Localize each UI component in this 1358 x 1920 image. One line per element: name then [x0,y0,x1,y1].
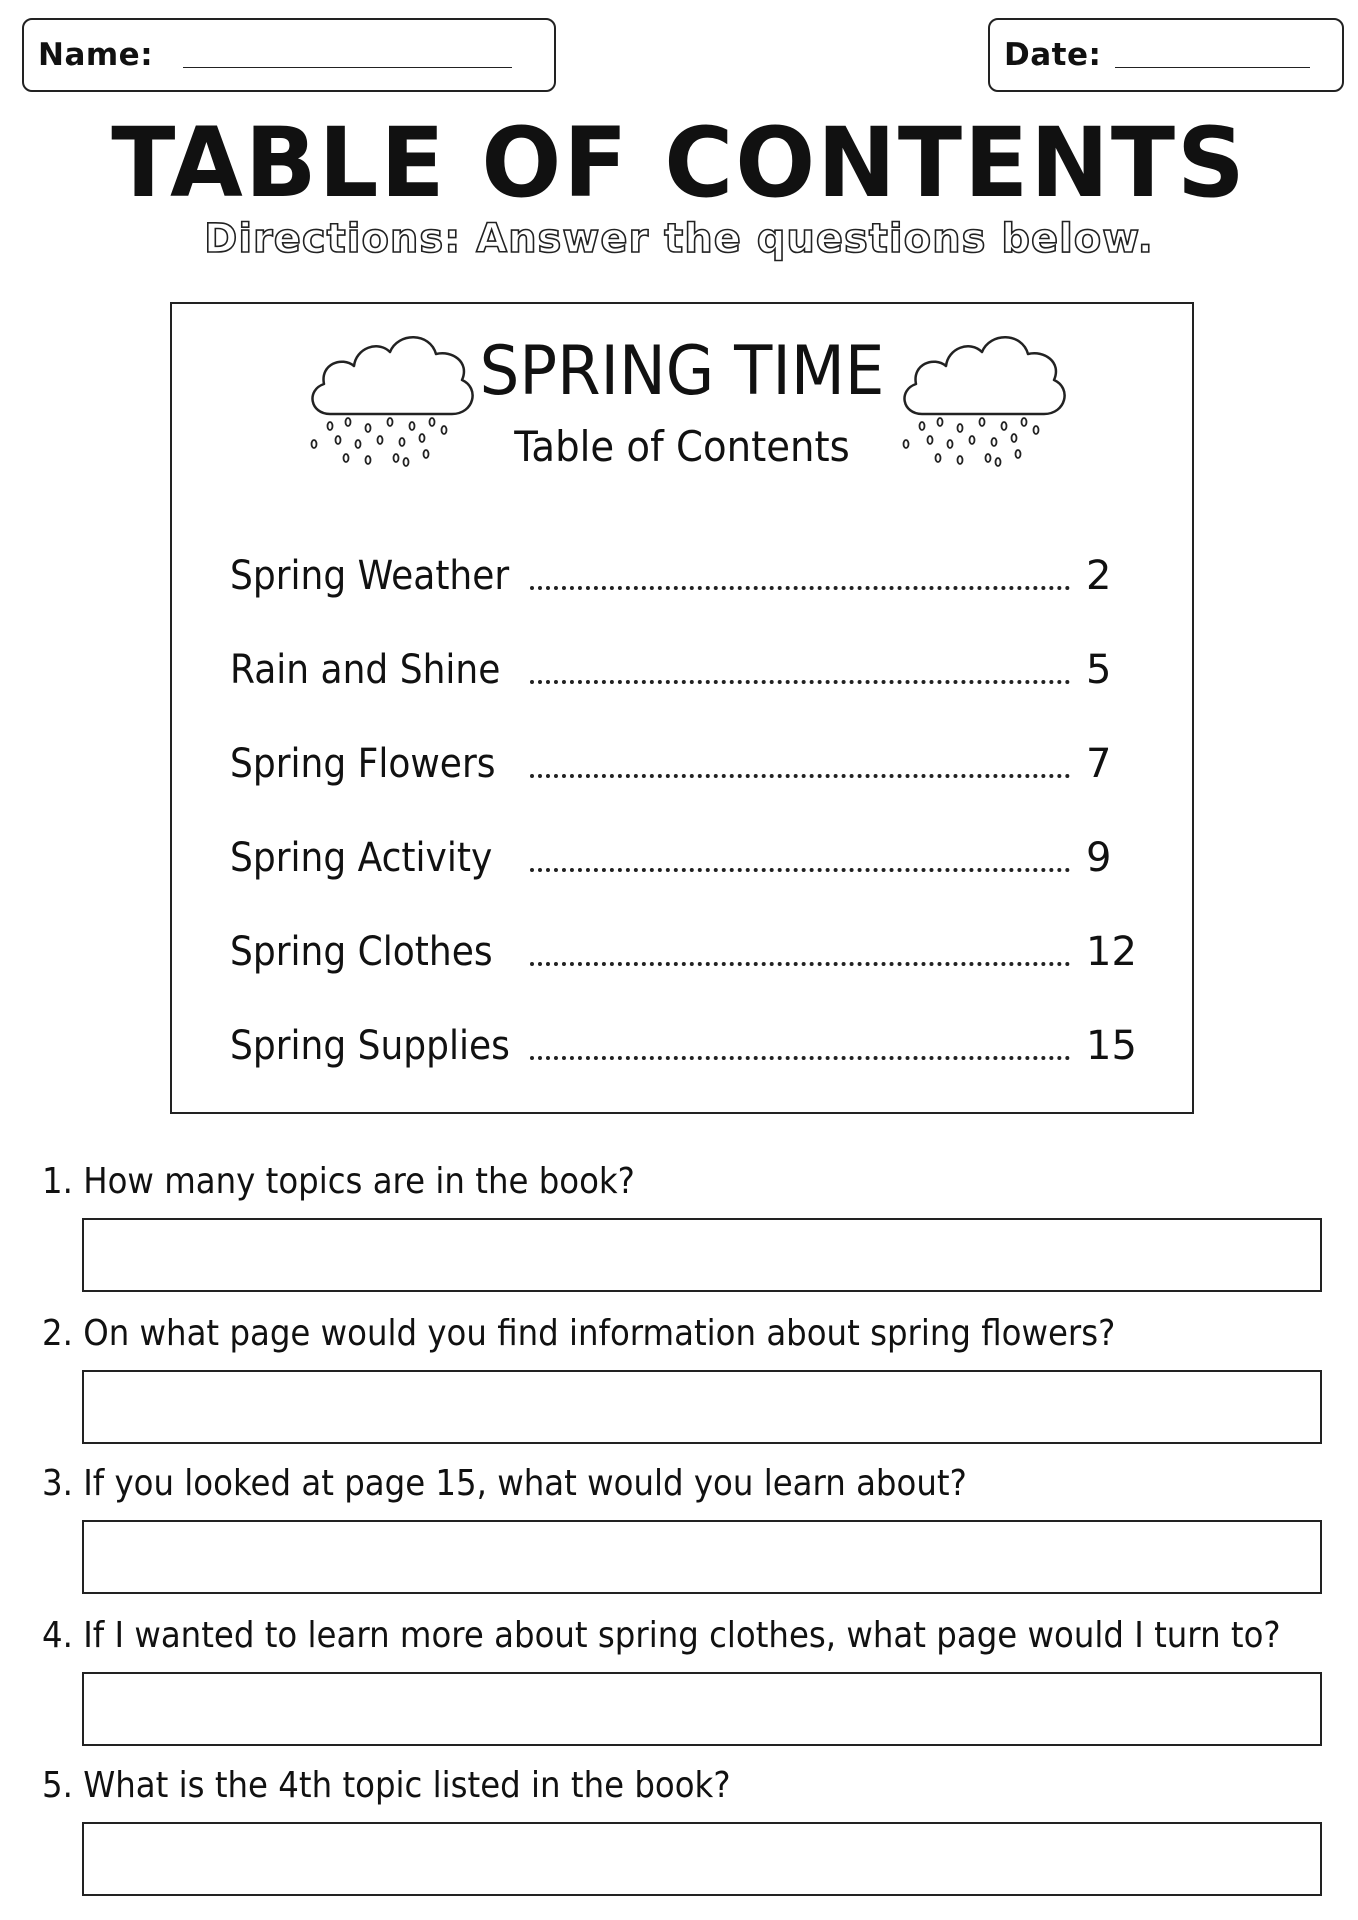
toc-entry [230,999,1160,1093]
toc-subtitle: Table of Contents [514,422,850,471]
toc-leader-dots [530,962,1070,966]
answer-box-3[interactable] [82,1520,1322,1594]
toc-leader-dots [530,586,1070,590]
toc-topic: Rain and Shine [230,647,501,693]
toc-topic: Spring Weather [230,553,510,599]
toc-page-number: 5 [1086,647,1112,693]
toc-topic: Spring Supplies [230,1023,510,1069]
directions-text: Directions: Answer the questions below. [204,216,1154,262]
date-input-line[interactable] [1115,67,1310,68]
toc-leader-dots [530,680,1070,684]
answer-box-1[interactable] [82,1218,1322,1292]
question-5: 5. What is the 4th topic listed in the book? [42,1765,731,1806]
toc-page-number: 7 [1086,741,1112,787]
toc-title: SPRING TIME [479,332,885,411]
question-2: 2. On what page would you find information about spring flowers? [42,1313,1116,1354]
answer-box-5[interactable] [82,1822,1322,1896]
toc-topic: Spring Activity [230,835,493,881]
question-1: 1. How many topics are in the book? [42,1161,635,1202]
toc-topic: Spring Flowers [230,741,496,787]
toc-list [230,529,1160,1093]
toc-page-number: 9 [1086,835,1112,881]
name-input-line[interactable] [183,67,512,68]
toc-page-number: 2 [1086,553,1112,599]
toc-page-number: 15 [1086,1023,1137,1069]
toc-entry [230,811,1160,905]
toc-entry [230,717,1160,811]
question-4: 4. If I wanted to learn more about spring clothes, what page would I turn to? [42,1615,1281,1656]
toc-entry [230,905,1160,999]
name-label: Name: [38,37,154,73]
toc-entry [230,623,1160,717]
answer-box-2[interactable] [82,1370,1322,1444]
toc-leader-dots [530,868,1070,872]
date-field[interactable] [988,18,1344,92]
name-field[interactable] [22,18,556,92]
toc-leader-dots [530,1056,1070,1060]
toc-panel [170,302,1194,1114]
question-3: 3. If you looked at page 15, what would you learn about? [42,1463,967,1504]
toc-leader-dots [530,774,1070,778]
toc-entry [230,529,1160,623]
answer-box-4[interactable] [82,1672,1322,1746]
toc-topic: Spring Clothes [230,929,493,975]
toc-page-number: 12 [1086,929,1137,975]
page-title: TABLE OF CONTENTS [111,107,1247,219]
date-label: Date: [1004,37,1102,73]
